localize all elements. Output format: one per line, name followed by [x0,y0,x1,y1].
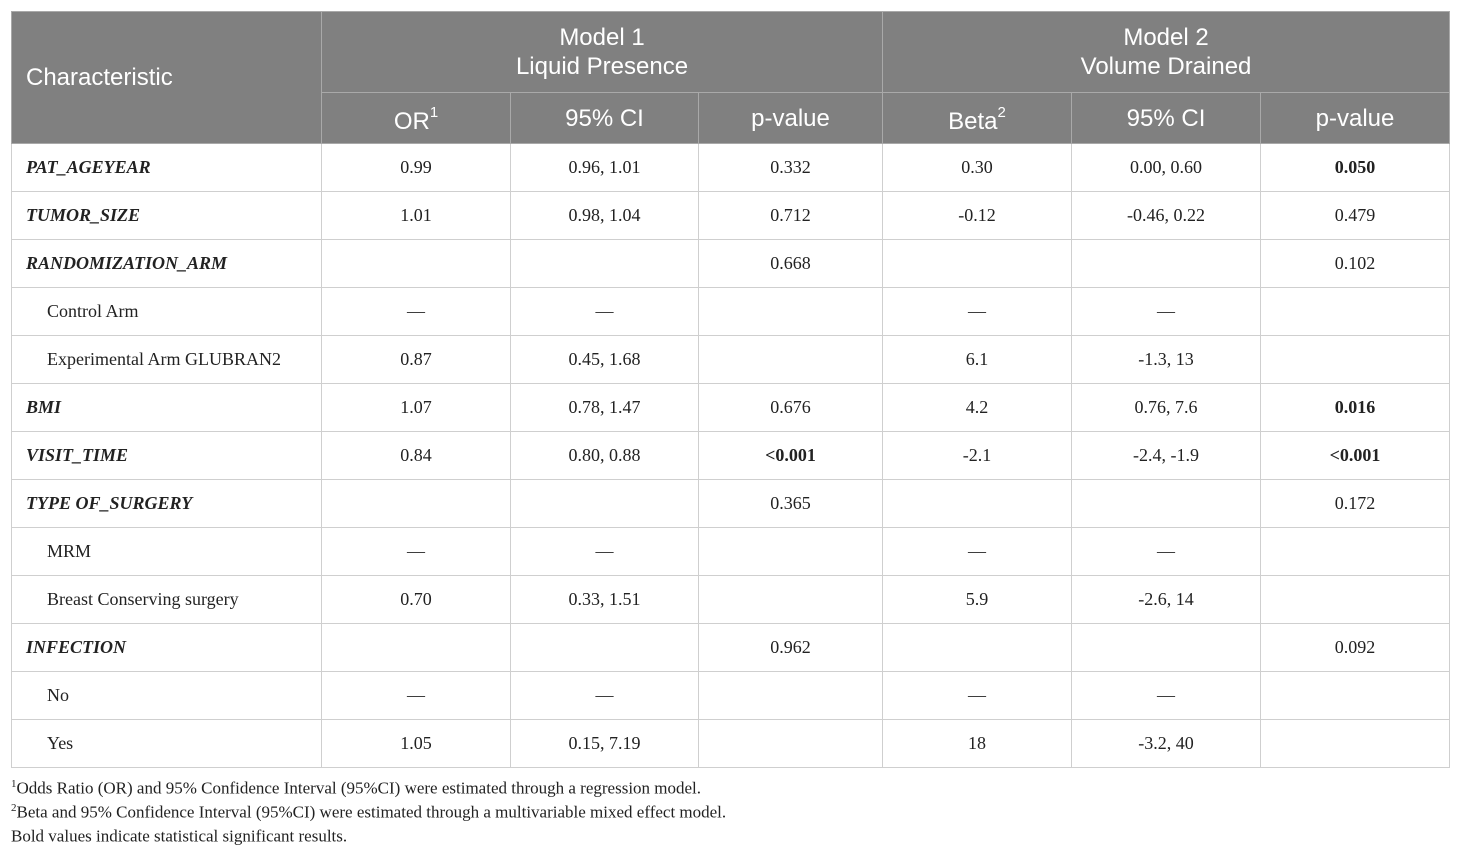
footnote [11,796,1449,820]
table-cell: — [511,288,699,336]
row-variable-label: BMI [12,384,322,432]
footnote-marker: 1 [11,778,17,790]
table-row [12,192,1450,240]
table-cell: 0.96, 1.01 [511,144,699,192]
table-row [12,672,1450,720]
row-category-label: MRM [12,528,322,576]
table-cell: 0.70 [322,576,511,624]
table-cell: <0.001 [1261,432,1450,480]
table-cell [1072,240,1261,288]
table-cell: 0.102 [1261,240,1450,288]
table-cell: -0.12 [883,192,1072,240]
table-cell: 5.9 [883,576,1072,624]
table-cell [699,336,883,384]
row-variable-label: INFECTION [12,624,322,672]
table-cell: 4.2 [883,384,1072,432]
footnote-text: Beta and 95% Confidence Interval (95%CI) were estimated through a multivariable mixed effect model. [16,802,727,822]
table-cell: 0.33, 1.51 [511,576,699,624]
header-model-2-line-1: Model 2 [1123,24,1209,51]
table-body [12,144,1450,768]
row-category-label: Experimental Arm GLUBRAN2 [12,336,322,384]
header-model-2-ci: 95% CI [1072,93,1261,144]
table-cell: — [322,288,511,336]
table-cell: — [1072,672,1261,720]
table-row [12,240,1450,288]
table-cell: 0.962 [699,624,883,672]
table-cell [699,288,883,336]
table-cell: -3.2, 40 [1072,720,1261,768]
table-row [12,336,1450,384]
footnote-marker: 1 [429,103,439,121]
table-cell: 0.172 [1261,480,1450,528]
table-cell: -2.1 [883,432,1072,480]
table-cell: 0.84 [322,432,511,480]
row-variable-label: TYPE OF_SURGERY [12,480,322,528]
table-cell [699,720,883,768]
row-category-label: Yes [12,720,322,768]
table-cell: — [1072,288,1261,336]
table-cell [699,672,883,720]
table-cell: 0.00, 0.60 [1072,144,1261,192]
table-cell [1261,336,1450,384]
table-row [12,528,1450,576]
table-cell [322,480,511,528]
table-cell [1261,672,1450,720]
table-cell: 0.668 [699,240,883,288]
table-cell: — [511,528,699,576]
table-cell: -1.3, 13 [1072,336,1261,384]
row-variable-label: RANDOMIZATION_ARM [12,240,322,288]
table-cell [883,240,1072,288]
table-cell: — [322,528,511,576]
table-cell: 1.05 [322,720,511,768]
results-table-container [11,11,1449,844]
table-cell [322,240,511,288]
table-row [12,480,1450,528]
header-beta: Beta$^2$ [883,93,1072,144]
table-cell [883,480,1072,528]
table-cell: — [511,672,699,720]
table-cell: 1.07 [322,384,511,432]
row-variable-label: TUMOR_SIZE [12,192,322,240]
table-cell: 0.016 [1261,384,1450,432]
table-cell: 6.1 [883,336,1072,384]
table-cell: 0.712 [699,192,883,240]
table-cell [1072,624,1261,672]
table-cell: 0.80, 0.88 [511,432,699,480]
table-cell [1261,576,1450,624]
header-model-1-line-1: Model 1 [559,24,645,51]
row-category-label: Breast Conserving surgery [12,576,322,624]
table-row [12,432,1450,480]
table-cell: — [322,672,511,720]
table-row [12,384,1450,432]
footnote-marker: 2 [997,103,1006,121]
header-characteristic: Characteristic [12,12,322,144]
table-cell: 0.99 [322,144,511,192]
table-cell: 0.479 [1261,192,1450,240]
table-row [12,576,1450,624]
table-cell [322,624,511,672]
table-cell [511,480,699,528]
table-cell [511,624,699,672]
table-cell [1261,528,1450,576]
footnote-marker: 2 [11,802,17,814]
table-cell: 0.676 [699,384,883,432]
table-cell [1072,480,1261,528]
table-cell: -2.6, 14 [1072,576,1261,624]
table-cell [699,576,883,624]
header-model-2-p-value: p-value [1261,93,1450,144]
table-cell: -0.46, 0.22 [1072,192,1261,240]
table-cell: 18 [883,720,1072,768]
table-cell: 0.30 [883,144,1072,192]
header-model-1-line-2: Liquid Presence [515,53,689,80]
table-cell: — [883,528,1072,576]
table-cell: 0.15, 7.19 [511,720,699,768]
table-row [12,144,1450,192]
row-variable-label: PAT_AGEYEAR [12,144,322,192]
row-category-label: No [12,672,322,720]
table-cell: — [1072,528,1261,576]
header-model-2 [883,12,1450,93]
footnote-text: Odds Ratio (OR) and 95% Confidence Interval (95%CI) were estimated through a regression model. [16,778,702,798]
table-cell: 0.365 [699,480,883,528]
header-or: $OR^1$ [322,93,511,144]
table-cell [511,240,699,288]
results-table [11,11,1450,768]
row-variable-label: VISIT_TIME [12,432,322,480]
table-cell [1261,288,1450,336]
table-cell: 0.98, 1.04 [511,192,699,240]
footnote [11,820,1449,844]
table-row [12,624,1450,672]
table-cell: — [883,672,1072,720]
table-row [12,288,1450,336]
table-cell: -2.4, -1.9 [1072,432,1261,480]
row-category-label: Control Arm [12,288,322,336]
table-cell: 0.050 [1261,144,1450,192]
table-cell: 0.092 [1261,624,1450,672]
table-cell [699,528,883,576]
footnote [11,772,1449,796]
table-cell: <0.001 [699,432,883,480]
header-model-1-ci: 95% CI [511,93,699,144]
header-model-1 [322,12,883,93]
table-cell: — [883,288,1072,336]
header-model-2-line-2: Volume Drained [1080,53,1252,80]
table-cell: 1.01 [322,192,511,240]
table-cell [883,624,1072,672]
table-cell: 0.45, 1.68 [511,336,699,384]
table-cell: 0.76, 7.6 [1072,384,1261,432]
table-cell: 0.87 [322,336,511,384]
table-footnotes [11,772,1449,844]
table-cell: 0.78, 1.47 [511,384,699,432]
header-model-1-p-value: p-value [699,93,883,144]
table-row [12,720,1450,768]
table-cell [1261,720,1450,768]
table-cell: 0.332 [699,144,883,192]
footnote-text: Bold values indicate statistical significant results. [11,826,348,846]
